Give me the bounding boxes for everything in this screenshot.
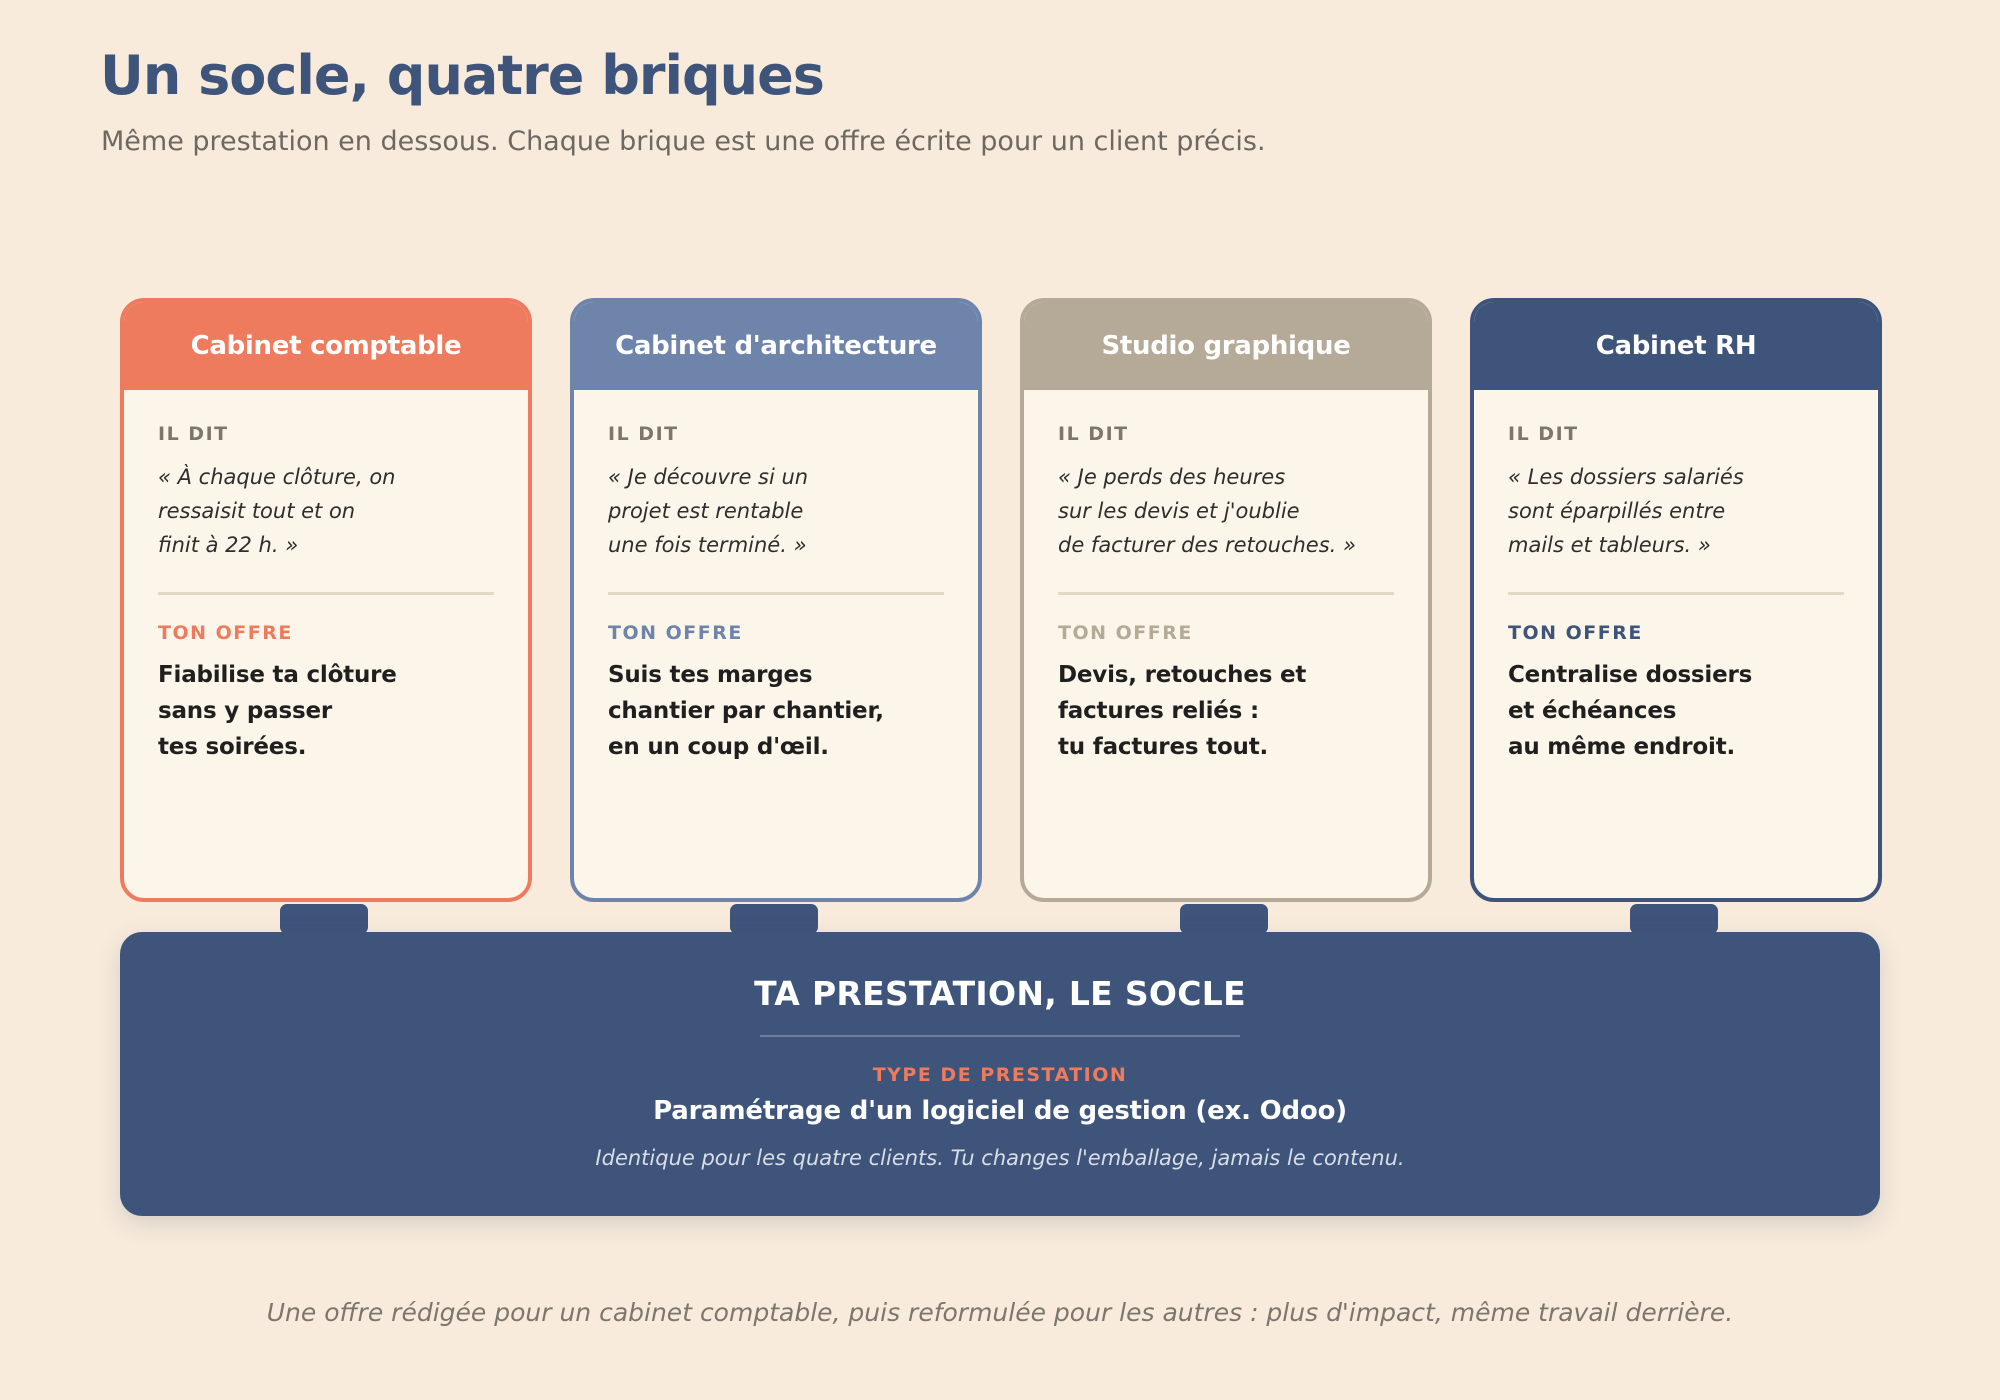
footer-note: Une offre rédigée pour un cabinet comptable, puis reformulée pour les autres : plus d'impact, même travail derrière. (266, 1298, 1734, 1327)
says-label: IL DIT (1058, 423, 1129, 445)
brick-connector (280, 904, 368, 934)
client-quote: « À chaque clôture, on ressaisit tout et on finit à 22 h. » (158, 465, 396, 557)
socle-value: Paramétrage d'un logiciel de gestion (ex. Odoo) (653, 1096, 1347, 1126)
card-cabinet-rh (1470, 298, 1882, 902)
card-divider (1508, 592, 1844, 595)
offer-label: TON OFFRE (1508, 622, 1643, 644)
client-quote: « Les dossiers salariés sont éparpillés entre mails et tableurs. » (1508, 465, 1744, 557)
offer-label: TON OFFRE (608, 622, 743, 644)
card-body (1024, 390, 1428, 765)
says-label: IL DIT (1508, 423, 1579, 445)
card-body (1474, 390, 1878, 765)
socle-base (120, 932, 1880, 1216)
card-header: Studio graphique (1024, 302, 1428, 390)
page-subtitle: Même prestation en dessous. Chaque brique est une offre écrite pour un client précis. (101, 126, 1266, 157)
socle-divider (760, 1035, 1240, 1037)
brick-connector (1630, 904, 1718, 934)
client-quote: « Je perds des heures sur les devis et j'oublie de facturer des retouches. » (1058, 465, 1356, 557)
card-header: Cabinet comptable (124, 302, 528, 390)
offer-label: TON OFFRE (1058, 622, 1193, 644)
client-quote: « Je découvre si un projet est rentable une fois terminé. » (608, 465, 809, 557)
card-studio-graphique (1020, 298, 1432, 902)
offer-text: Devis, retouches et factures reliés : tu factures tout. (1058, 662, 1307, 760)
says-label: IL DIT (158, 423, 229, 445)
socle-title: TA PRESTATION, LE SOCLE (754, 974, 1246, 1013)
offer-text: Suis tes marges chantier par chantier, en un coup d'œil. (608, 662, 884, 760)
card-body (124, 390, 528, 765)
brick-connector (1180, 904, 1268, 934)
offer-text: Centralise dossiers et échéances au même endroit. (1508, 662, 1753, 760)
offer-text: Fiabilise ta clôture sans y passer tes soirées. (158, 662, 397, 760)
brick-connector (730, 904, 818, 934)
card-divider (158, 592, 494, 595)
card-header: Cabinet RH (1474, 302, 1878, 390)
says-label: IL DIT (608, 423, 679, 445)
card-cabinet-comptable (120, 298, 532, 902)
card-cabinet-architecture (570, 298, 982, 902)
card-header: Cabinet d'architecture (574, 302, 978, 390)
card-divider (1058, 592, 1394, 595)
card-body (574, 390, 978, 765)
socle-note: Identique pour les quatre clients. Tu changes l'emballage, jamais le contenu. (595, 1146, 1405, 1170)
offer-label: TON OFFRE (158, 622, 293, 644)
socle-label: TYPE DE PRESTATION (872, 1064, 1128, 1086)
page-title: Un socle, quatre briques (100, 44, 824, 107)
card-divider (608, 592, 944, 595)
